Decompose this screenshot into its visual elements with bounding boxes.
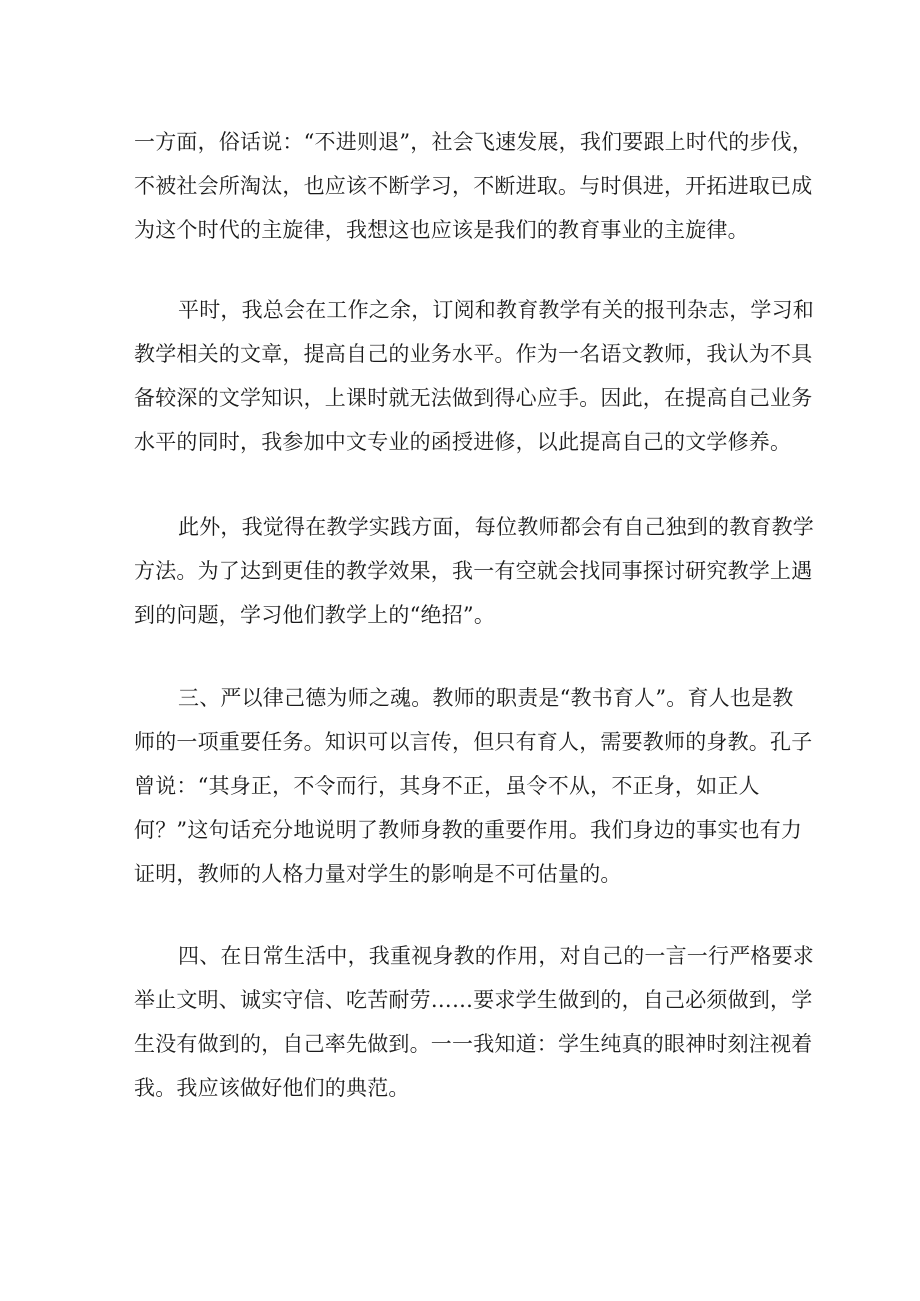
text-line: 备较深的文学知识，上课时就无法做到得心应手。因此，在提高自己业务: [134, 386, 813, 410]
paragraph-1: [134, 120, 814, 252]
text-line: 水平的同时，我参加中文专业的函授进修，以此提高自己的文学修养。: [134, 430, 792, 454]
text-line: 方法。为了达到更佳的教学效果，我一有空就会找同事探讨研究教学上遇: [134, 559, 813, 583]
text-line: 为这个时代的主旋律，我想这也应该是我们的教育事业的主旋律。: [134, 218, 749, 242]
paragraph-4: [134, 676, 814, 896]
text-line: 证明，教师的人格力量对学生的影响是不可估量的。: [134, 862, 622, 886]
text-line: 到的问题，学习他们教学上的“绝招”。: [134, 603, 496, 627]
text-line: 曾说：“其身正，不令而行，其身不正，虽令不从，不正身，如正人: [134, 774, 760, 798]
text-line: 四、在日常生活中，我重视身教的作用，对自己的一言一行严格要求: [178, 944, 814, 968]
text-line: 生没有做到的，自己率先做到。一一我知道：学生纯真的眼神时刻注视着: [134, 1032, 813, 1056]
paragraph-2: [134, 288, 814, 464]
paragraph-5: [134, 934, 814, 1110]
text-line: 何？”这句话充分地说明了教师身教的重要作用。我们身边的事实也有力: [134, 818, 803, 842]
text-line: 我。我应该做好他们的典范。: [134, 1076, 410, 1100]
text-line: 一方面，俗话说：“不进则退”，社会飞速发展，我们要跟上时代的步伐，: [134, 130, 814, 154]
text-line: 不被社会所淘汰，也应该不断学习，不断进取。与时俱进，开拓进取已成: [134, 174, 813, 198]
text-line: 师的一项重要任务。知识可以言传，但只有育人，需要教师的身教。孔子: [134, 730, 813, 754]
paragraph-3: [134, 505, 814, 637]
text-line: 教学相关的文章，提高自己的业务水平。作为一名语文教师，我认为不具: [134, 342, 813, 366]
text-line: 举止文明、诚实守信、吃苦耐劳……要求学生做到的，自己必须做到，学: [134, 988, 813, 1012]
text-line: 三、严以律己德为师之魂。教师的职责是“教书育人”。育人也是教: [178, 686, 794, 710]
text-line: 平时，我总会在工作之余，订阅和教育教学有关的报刊杂志，学习和: [178, 298, 814, 322]
text-line: 此外，我觉得在教学实践方面，每位教师都会有自己独到的教育教学: [178, 515, 814, 539]
